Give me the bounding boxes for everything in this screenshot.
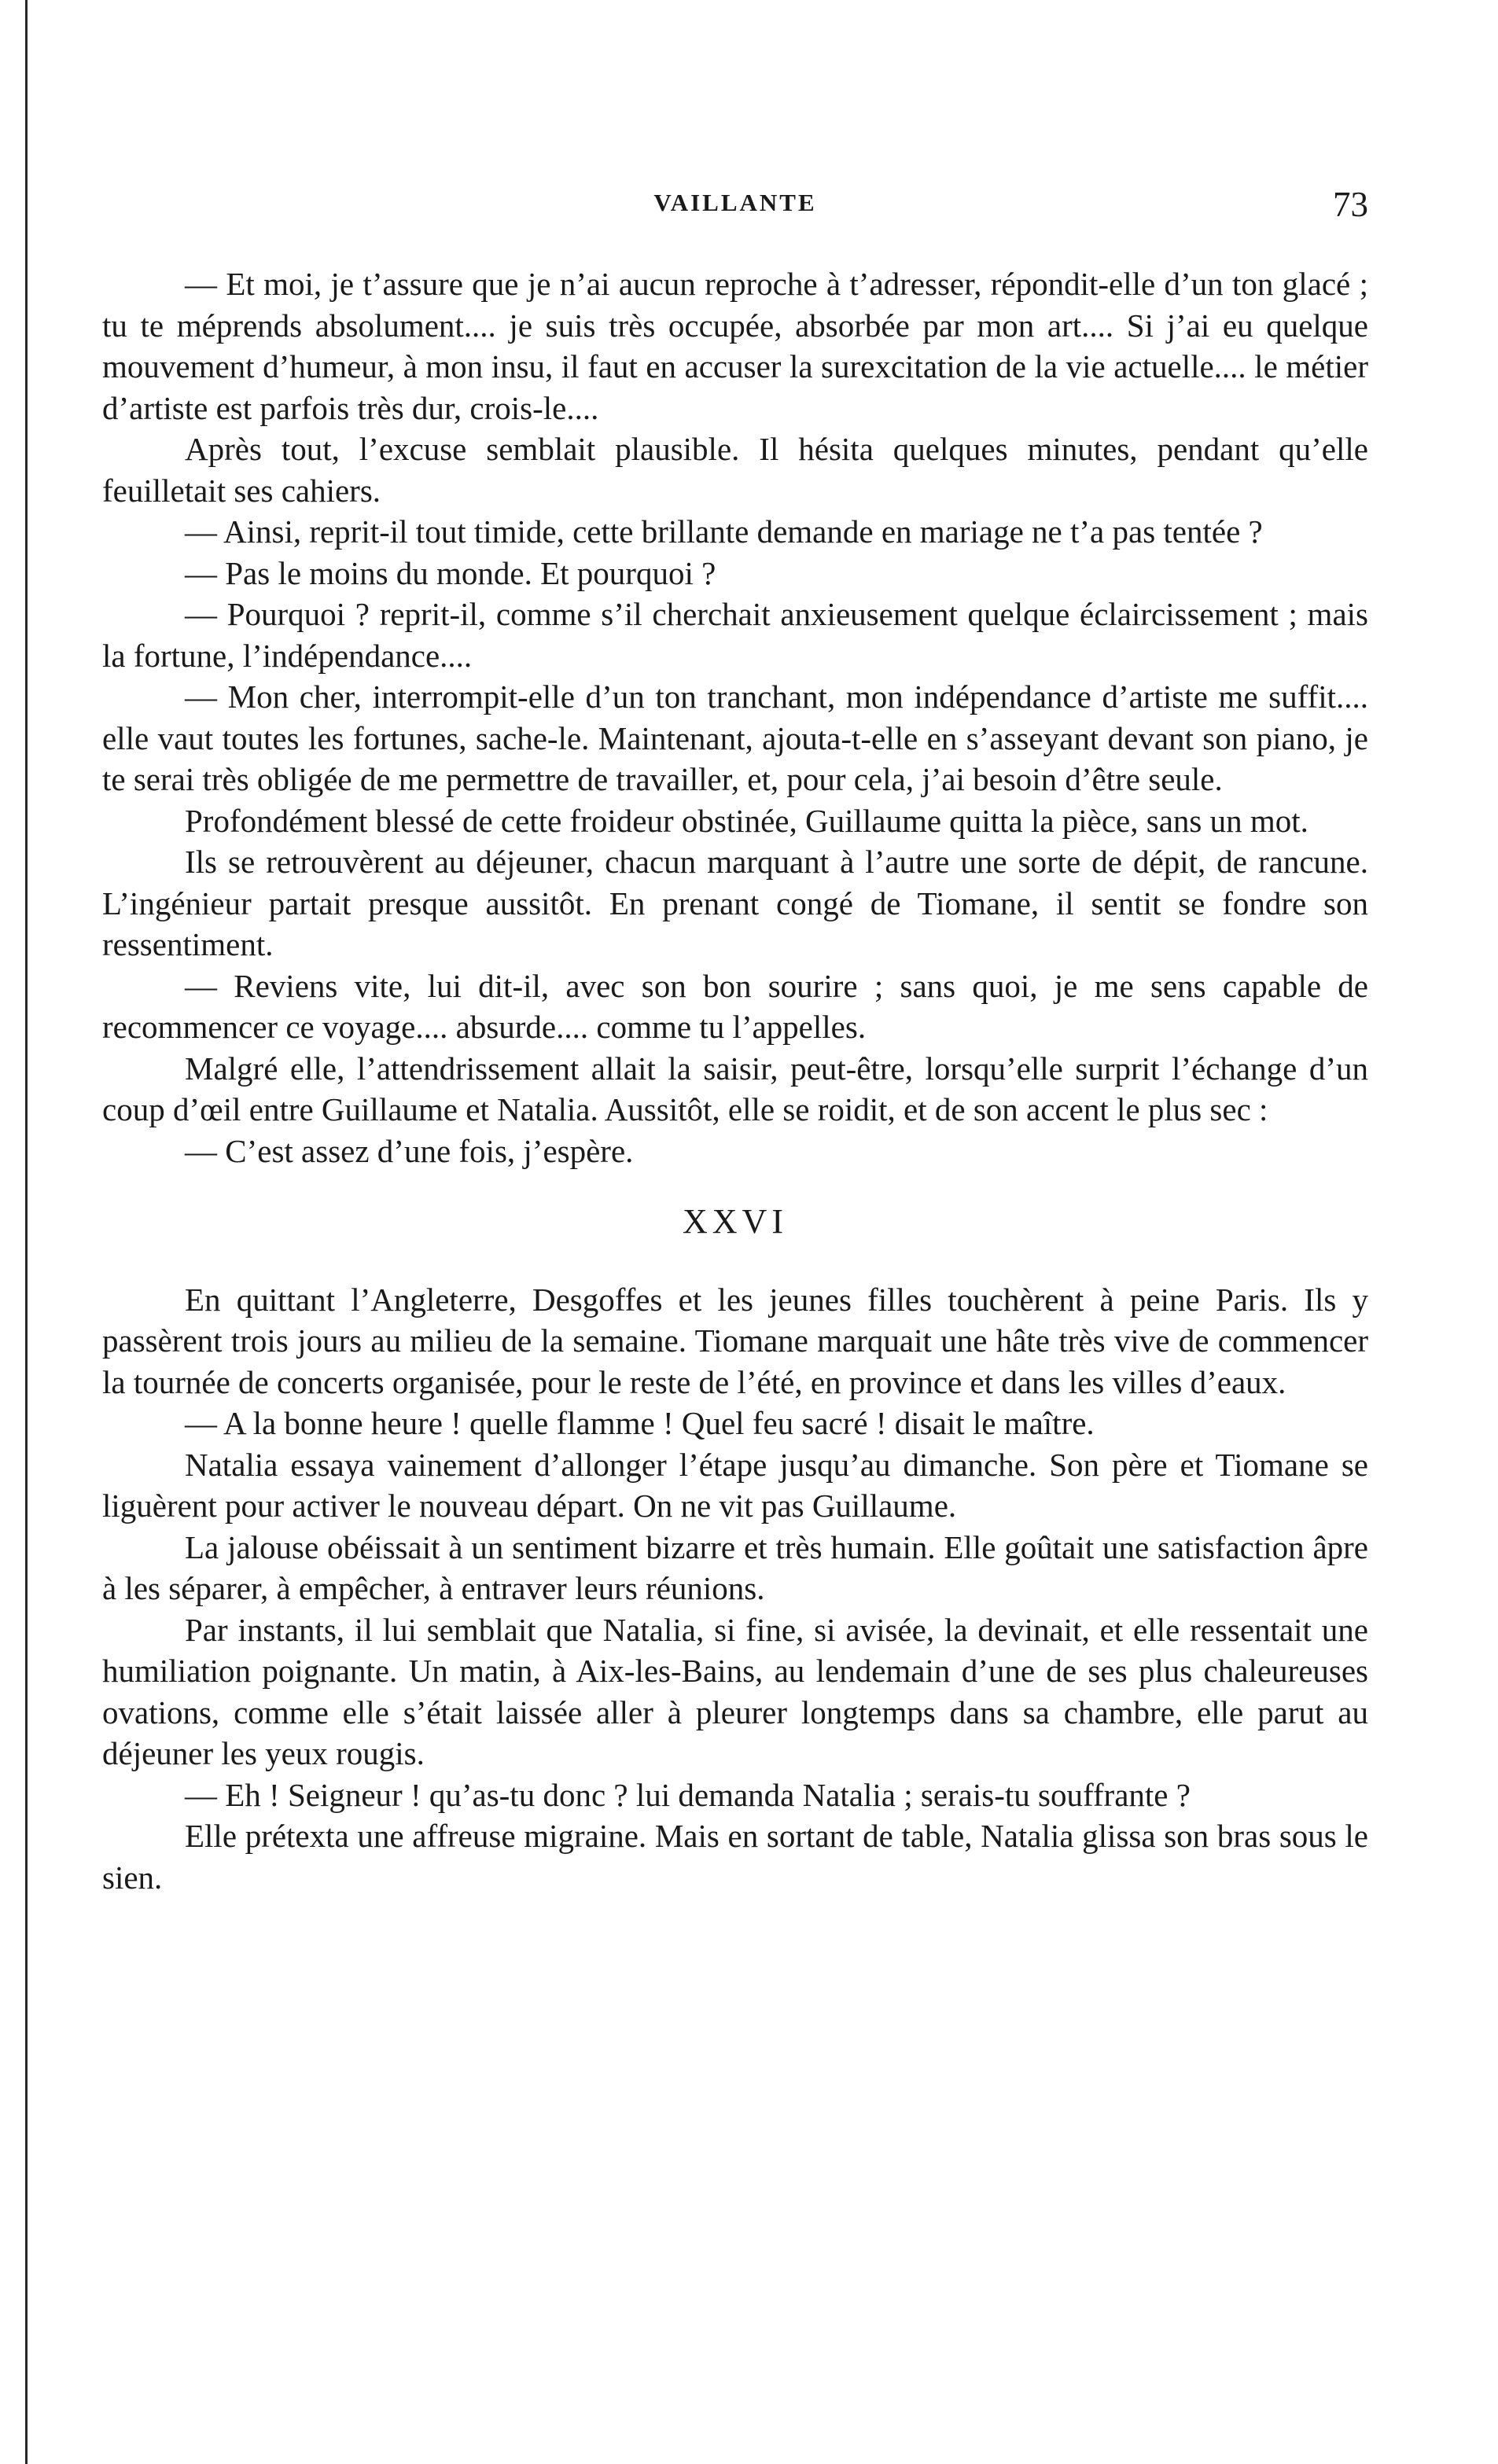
paragraph: — C’est assez d’une fois, j’espère. — [185, 1132, 634, 1169]
paragraph: — Eh ! Seigneur ! qu’as-tu donc ? lui demanda Natalia ; serais-tu souffrante ? — [185, 1776, 1191, 1813]
paragraph: Profondément blessé de cette froideur obstinée, Guillaume quitta la pièce, sans un mot. — [185, 802, 1308, 839]
chapter-heading: XXVI — [683, 1202, 788, 1241]
paragraph: En quittant l’Angleterre, Desgoffes et les jeunes filles touchèrent à peine Paris. Ils y passèrent trois jours au milieu de la semaine. Tiomane marquait une hâte très vive de commencer la tournée de concerts organisée, pour le reste de l’été, en province et dans les villes d’eaux. — [102, 1281, 1368, 1400]
paragraph: — A la bonne heure ! quelle flamme ! Quel feu sacré ! disait le maître. — [185, 1405, 1095, 1441]
page-header — [102, 185, 1368, 236]
paragraph: — Pas le moins du monde. Et pourquoi ? — [185, 554, 716, 591]
body-text — [102, 263, 1368, 1898]
paragraph: Par instants, il lui semblait que Natalia, si fine, si avisée, la devinait, et elle ressentait une humiliation poignante. Un matin, à Aix-les-Bains, au lendemain d’une de ses plus chaleureuses ovations, comme elle s’était laissée aller à pleurer longtemps dans sa chambre, elle parut au déjeuner les yeux rougis. — [102, 1611, 1368, 1771]
paragraph: — Reviens vite, lui dit-il, avec son bon sourire ; sans quoi, je me sens capable de recommencer ce voyage.... absurde.... comme tu l’appelles. — [102, 967, 1368, 1045]
paragraph: La jalouse obéissait à un sentiment bizarre et très humain. Elle goûtait une satisfaction âpre à les séparer, à empêcher, à entraver leurs réunions. — [102, 1528, 1368, 1606]
paragraph: Natalia essaya vainement d’allonger l’étape jusqu’au dimanche. Son père et Tiomane se liguèrent pour activer le nouveau départ. On ne vit pas Guillaume. — [102, 1446, 1368, 1524]
paragraph: Ils se retrouvèrent au déjeuner, chacun marquant à l’autre une sorte de dépit, de rancune. L’ingénieur partait presque aussitôt. En prenant congé de Tiomane, il sentit se fondre son ressentiment. — [102, 844, 1368, 962]
paragraph: Malgré elle, l’attendrissement allait la saisir, peut-être, lorsqu’elle surprit l’échange d’un coup d’œil entre Guillaume et Natalia. Aussitôt, elle se roidit, et de son accent le plus sec : — [102, 1050, 1368, 1127]
paragraph: — Et moi, je t’assure que je n’ai aucun reproche à t’adresser, répondit-elle d’un ton glacé ; tu te méprends absolument.... je suis très occupée, absorbée par mon art.... Si j’ai eu quelque mouvement d’humeur, à mon insu, il faut en accuser la surexcitation de la vie actuelle.... le métier d’artiste est parfois très dur, crois-le.... — [102, 266, 1368, 426]
page-number: 73 — [1333, 185, 1368, 224]
paragraph: Après tout, l’excuse semblait plausible. Il hésita quelques minutes, pendant qu’elle feuilletait ses cahiers. — [102, 431, 1368, 509]
paragraph: Elle prétexta une affreuse migraine. Mais en sortant de table, Natalia glissa son bras sous le sien. — [102, 1818, 1368, 1896]
page-edge-rule — [25, 0, 28, 2464]
running-title: VAILLANTE — [653, 189, 817, 216]
paragraph: — Mon cher, interrompit-elle d’un ton tranchant, mon indépendance d’artiste me suffit.... elle vaut toutes les fortunes, sache-le. Maintenant, ajouta-t-elle en s’asseyant devant son piano, je te serai très obligée de me permettre de travailler, et, pour cela, j’ai besoin d’être seule. — [102, 679, 1368, 797]
paragraph: — Ainsi, reprit-il tout timide, cette brillante demande en mariage ne t’a pas tentée ? — [185, 513, 1263, 550]
paragraph: — Pourquoi ? reprit-il, comme s’il cherchait anxieusement quelque éclaircissement ; mais la fortune, l’indépendance.... — [102, 596, 1368, 674]
